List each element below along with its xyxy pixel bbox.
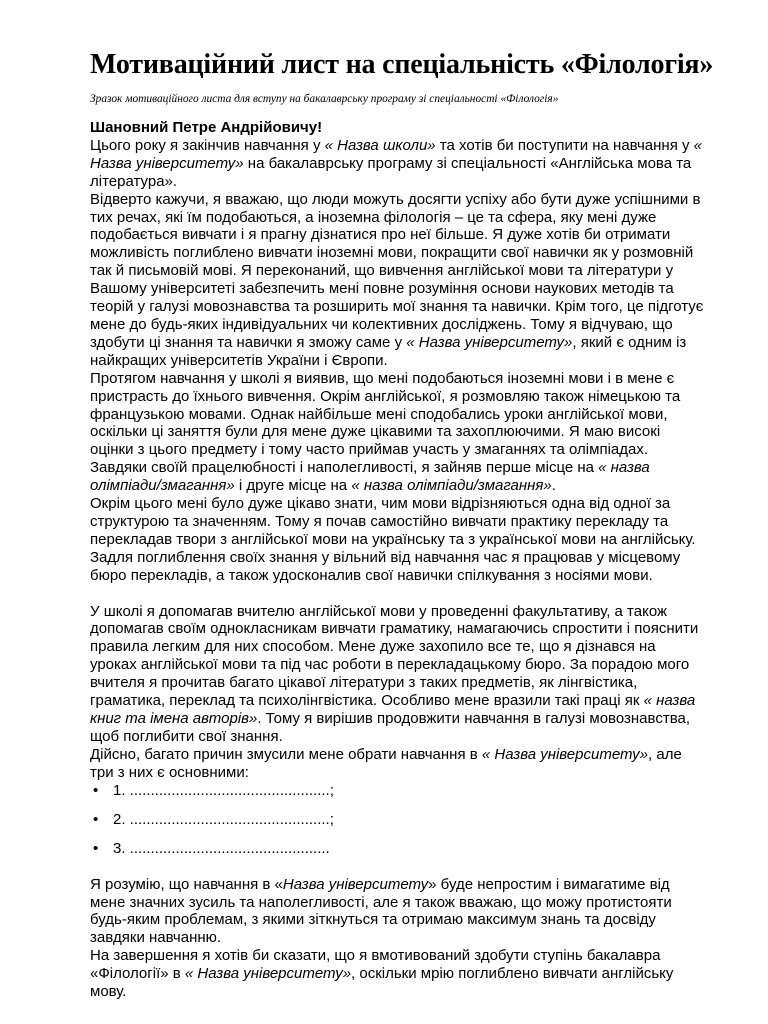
placeholder-olympiad-name: « назва олімпіади/змагання» — [90, 459, 650, 495]
bullet-icon: • — [93, 781, 99, 799]
paragraph-gap — [90, 585, 706, 603]
paragraph-3: Протягом навчання у школі я виявив, що мені подобаються іноземні мови і в мене є пристрасть до їхнього вивчення. Окрім англійської, я розмовляю також німецькою та французькою мовами. Однак найбільше мені сподобались уроки англійської мови, оскільки ці заняття були для мене дуже цікавими та захоплюючими. Я маю високі оцінки з цього предмету і тому часто приймав участь у змаганнях та олімпіадах. Завдяки своїй працелюбності і наполегливості, я зайняв перше місце на « назва олімпіади/змагання» і друге місце на « назва олімпіади/змагання». — [90, 369, 681, 495]
placeholder-university-name: « Назва університету» — [90, 136, 703, 172]
placeholder-books-authors: « назва книг та імена авторів» — [90, 692, 696, 727]
paragraph-8: На завершення я хотів би сказати, що я вмотивований здобути ступінь бакалавра «Філології» в « Назва університету», оскільки мрію поглиблено вивчати англійську мову. — [90, 947, 674, 1001]
paragraph-1: Цього року я закінчив навчання у « Назва школи» та хотів би поступити на навчання у « Назва університету» на бакалаврську програму зі спеціальності «Англійська мова та література». — [90, 136, 703, 190]
placeholder-school-name: « Назва школи» — [324, 136, 436, 154]
paragraph-6: Дійсно, багато причин змусили мене обрати навчання в « Назва університету», але три з них є основними: — [90, 745, 682, 781]
paragraph-5: У школі я допомагав вчителю англійської мови у проведенні факультативу, а також допомагав своїм однокласникам вивчати граматику, намагаючись спростити і пояснити правила легким для них способом. Мене дуже захопило все те, що я дізнався на уроках англійської мови та під час роботи в перекладацькому бюро. За порадою мого вчителя я прочитав багато цікавої літератури з таких предметів, як лінгвістика, граматика, переклад та психолінгвістика. Особливо мене вразили такі праці як « назва книг та імена авторів». Тому я вирішив продовжити навчання в галузі мовознавства, щоб поглибити свої знання. — [90, 602, 699, 745]
paragraph-2: Відверто кажучи, я вважаю, що люди можуть досягти успіху або бути дуже успішними в тих речах, які їм подобаються, а іноземна філологія – це та сфера, яку мені дуже подобається вивчати і я прагну дізнатися про неї більше. Я дуже хотів би отримати можливість поглиблено вивчати іноземні мови, покращити свої навички як у розмовній так й письмовій мові. Я переконаний, що вивчення англійської мови та літератури у Вашому університеті забезпечить мені повне розуміння основи наукових методів та теорій у галузі мовознавства та розширить мої знання та навички. Крім того, це підготує мене до будь-яких індивідуальних чи колективних досліджень. Тому я відчуваю, що здобути ці знання та навички я зможу саме у « Назва університету», який є одним із найкращих університетів України і Європи. — [90, 190, 704, 369]
page-subtitle: Зразок мотиваційного листа для вступу на бакалаврську програму зі спеціальності «Філологія» — [90, 93, 559, 105]
salutation: Шановний Петре Андрійовичу! — [90, 119, 323, 136]
placeholder-olympiad-name: « назва олімпіади/змагання» — [351, 477, 552, 495]
placeholder-university-name: Назва університету — [282, 875, 429, 893]
reasons-list — [90, 782, 706, 858]
bullet-icon: • — [93, 839, 99, 857]
paragraph-7: Я розумію, що навчання в «Назва університету» буде непростим і вимагатиме від мене значних зусиль та наполегливості, але я також вважаю, що можу протистояти будь-яким проблемам, з якими зіткнуться та отримаю максимум знань та досвіду завдяки навчанню. — [90, 875, 672, 947]
placeholder-university-name: « Назва університету» — [406, 333, 573, 351]
placeholder-university-name: « Назва університету» — [184, 965, 352, 983]
paragraph-4: Окрім цього мені було дуже цікаво знати, чим мови відрізняються одна від одної за структурою та значенням. Тому я почав самостійно вивчати практику перекладу та перекладав твори з англійської мови на українську та з української мови на англійську. Задля поглиблення своїх знання у вільний від навчання час я працював у місцевому бюро перекладів, а також удосконалив свої навички спілкування з носіями мови. — [90, 495, 696, 584]
list-item: • 1. ................................................; — [93, 781, 334, 799]
letter-body — [90, 119, 706, 1001]
bullet-icon: • — [93, 810, 99, 828]
list-item: • 3. ................................................ — [93, 839, 330, 857]
page-title: Мотиваційний лист на спеціальність «Філологія» — [90, 49, 714, 80]
list-item: • 2. ................................................; — [93, 810, 334, 828]
placeholder-university-name: « Назва університету» — [481, 745, 649, 763]
